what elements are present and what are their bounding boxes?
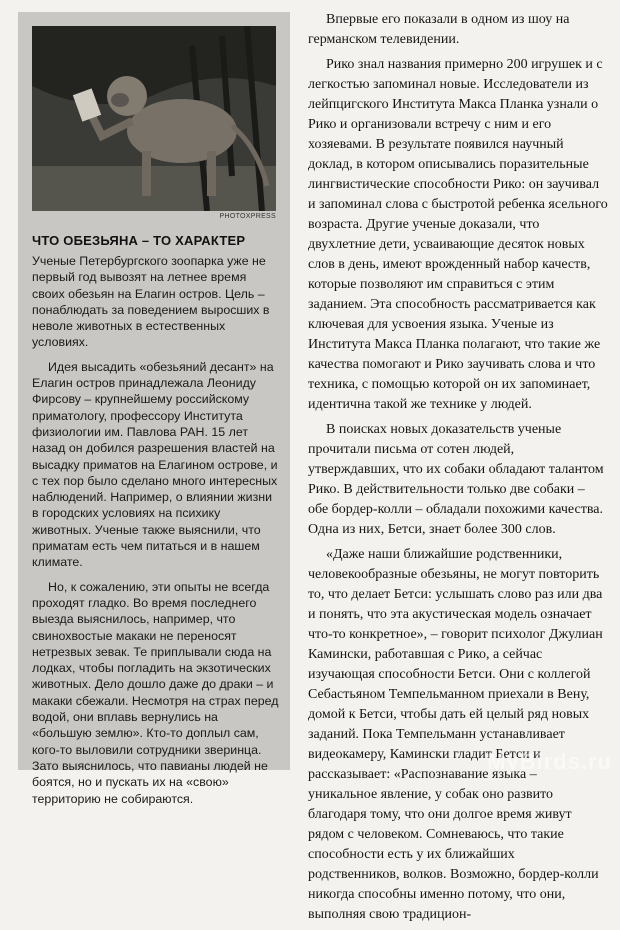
sidebar-paragraph: Идея высадить «обезьяний десант» на Елагин остров принадлежала Леониду Фирсову – крупнейшему российскому приматологу, профессору Института физиологии им. Павлова РАН. 15 лет назад он добился разрешения властей на высадку приматов на Елагином острове, и с тех пор было сделано много интересных наблюдений. Например, о влиянии жизни в городских условиях на психику животных. Ученые также выяснили, что приматам есть чем питаться и в нашем климате. xyxy=(32,359,278,570)
photo-credit: PHOTOXPRESS xyxy=(219,213,276,220)
article-paragraph: В поисках новых доказательств ученые прочитали письма от сотен людей, утверждавших, что их собаки обладают талантом Рико. В действительности только две собаки – обе бордер-колли – обладали похожими качества. Одна из них, Бетси, знает более 300 слов. xyxy=(308,422,604,537)
article-paragraph: Рико знал названия примерно 200 игрушек и с легкостью запоминал новые. Исследователи из лейпцигского Института Макса Планка узнали о Рико и организовали встречу с ним и его хозяевами. В результате появился научный доклад, в котором описывались поразительные лингвистические способности Рико: он заучивал и запоминал слова с быстротой ребенка ясельного возраста. Другие ученые доказали, что двухлетние дети, усваивающие десяток новых слов в день, имеют врожденный набор качеств, которые позволяют им справиться с этим заданием. Эта способность рассматривается как ключевая для усвоения языка. Ученые из Института Макса Планка полагают, что такие же качества помогают и Рико заучивать слова и что техника, с помощью которой он их запоминает, идентична такой же технике у людей. xyxy=(308,57,608,412)
article-paragraph: «Даже наши ближайшие родственники, человекообразные обезьяны, не могут повторить то, что делает Бетси: услышать слово раз или два и понять, что эта акустическая модель означает что-то конкретное», – говорит психолог Джулиан Камински, работавшая с Рико, а сейчас изучающая способности Бетси. Они с коллегой Себастьяном Темпельманном приехали в Вену, домой к Бетси, чтобы дать ей целый ряд новых заданий. Пока Темпельманн устанавливает видеокамеру, Камински гладит Бетси и рассказывает: «Распознавание языка – уникальное явление, у собак оно развито благодаря тому, что они долгое время живут рядом с человеком. Сомневаюсь, что такие способности есть у их ближайших родственников, волков. Возможно, бордер-колли никогда способны именно потому, что они, выполняя свою традицион- xyxy=(308,547,603,922)
sidebar-paragraph: Ученые Петербургского зоопарка уже не первый год вывозят на летнее время своих обезьян на Елагин остров. Цель – понаблюдать за поведением выросших в неволе животных в естественных условиях. xyxy=(32,254,270,350)
sidebar-box xyxy=(18,12,290,806)
article-paragraph: Впервые его показали в одном из шоу на германском телевидении. xyxy=(308,12,570,47)
watermark-logo: MyBirds.ru xyxy=(487,749,612,774)
sidebar-title: ЧТО ОБЕЗЬЯНА – ТО ХАРАКТЕР xyxy=(32,233,246,248)
sidebar-paragraph: Но, к сожалению, эти опыты не всегда проходят гладко. Во время последнего выезда выяснилось, например, что свинохвостые макаки не переносят нетрезвых зевак. Те приплывали сюда на лодках, чтобы погладить на экзотических животных. Дело дошло даже до драки – и макаки сбежали. Несмотря на страх перед водой, они вплавь вернулись на «большую землю». Кто-то доплыл сам, кого-то выловили сотрудники зверинца. Зато выяснилось, что павианы людей не боятся, но и пускать их на «свою» территорию не собираются. xyxy=(32,579,279,806)
monkey-image-icon xyxy=(32,26,276,211)
sidebar-text xyxy=(32,253,280,815)
article-column xyxy=(308,10,608,930)
monkey-photo xyxy=(32,26,276,211)
